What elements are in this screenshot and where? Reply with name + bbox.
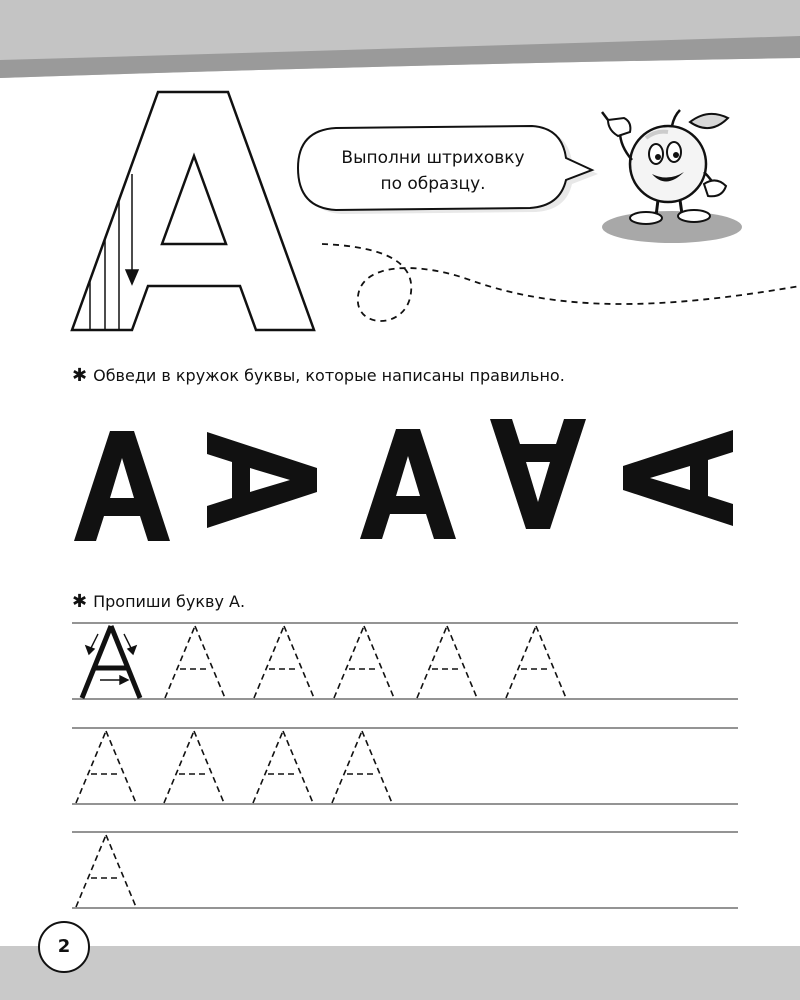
speech-bubble-text: Выполни штриховку по образцу. bbox=[341, 148, 525, 194]
tracing-row-2[interactable] bbox=[76, 731, 392, 803]
page-number: 2 bbox=[38, 921, 90, 973]
task2-instruction: ✱ Пропиши букву А. bbox=[72, 591, 246, 612]
task1-instruction: ✱ Обведи в кружок буквы, которые написаны правильно. bbox=[72, 365, 565, 386]
tracing-row-3[interactable] bbox=[76, 835, 136, 907]
tracing-row-1[interactable] bbox=[82, 626, 566, 698]
stroke-direction-arrows bbox=[86, 634, 136, 684]
sample-letter-a bbox=[82, 626, 140, 698]
ruled-lines bbox=[72, 623, 738, 908]
